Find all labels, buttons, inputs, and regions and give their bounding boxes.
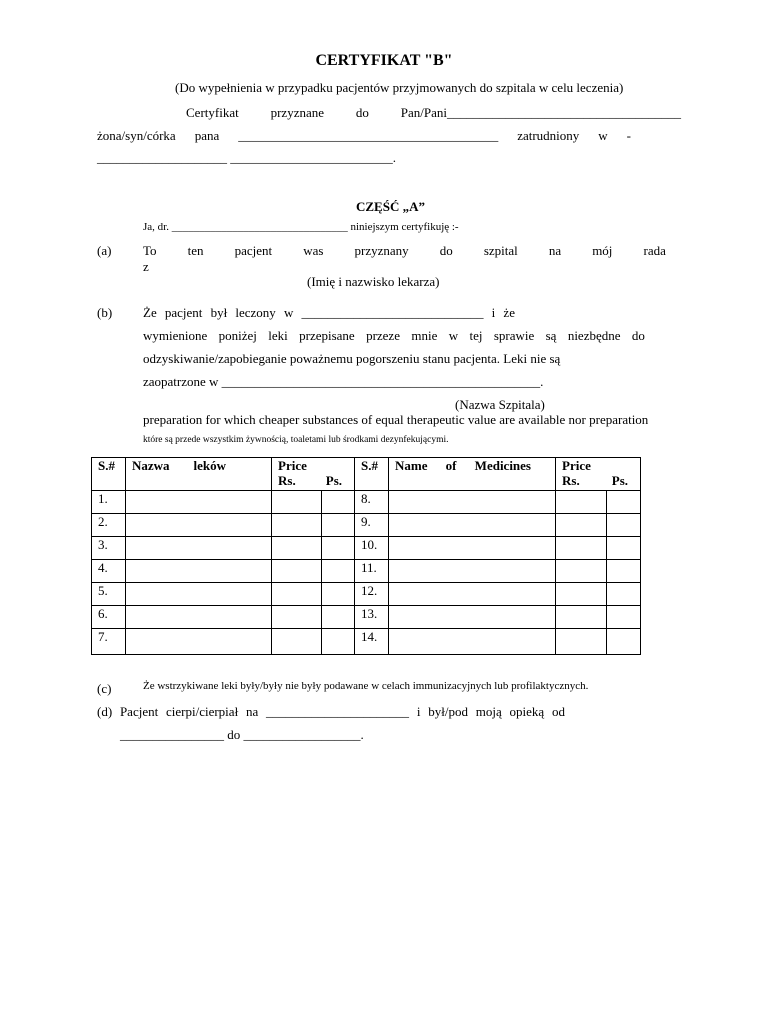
medicine-name-cell	[389, 629, 556, 655]
price-ps-cell	[607, 537, 641, 560]
word: w	[448, 328, 459, 343]
row-number: 10.	[355, 537, 389, 560]
word: Certyfikat	[186, 105, 239, 120]
item-b-line-2	[143, 328, 645, 344]
row-number: 8.	[355, 491, 389, 514]
price-ps-cell	[322, 629, 355, 655]
medicine-name-cell	[126, 514, 272, 537]
price-ps-cell	[322, 606, 355, 629]
intro-line-2	[97, 128, 631, 144]
word: że	[503, 305, 515, 320]
medicine-name-cell	[389, 514, 556, 537]
medicine-name-cell	[389, 560, 556, 583]
price-rs-cell	[272, 514, 322, 537]
row-number: 1.	[92, 491, 126, 514]
item-b-line-1	[143, 305, 515, 321]
medicine-name-cell	[126, 491, 272, 514]
table-row	[92, 514, 641, 537]
word: w	[598, 128, 608, 143]
item-d-line-1	[97, 704, 565, 720]
word: i	[416, 704, 421, 719]
ps-label: Ps.	[325, 473, 343, 488]
price-rs-cell	[556, 629, 607, 655]
header-word: Name	[395, 458, 428, 473]
price-rs-cell	[272, 606, 322, 629]
doctor-name-caption: (Imię i nazwisko lekarza)	[307, 274, 440, 289]
price-ps-cell	[322, 514, 355, 537]
price-ps-cell	[607, 514, 641, 537]
word: przyznany	[354, 243, 409, 258]
word: pana	[194, 128, 220, 143]
illness-field: ______________________	[266, 704, 410, 719]
column-header-name	[126, 458, 272, 491]
column-header-price	[272, 458, 355, 491]
word: w	[283, 305, 294, 320]
word: moją	[475, 704, 502, 719]
word: na	[548, 243, 562, 258]
table-header-row	[92, 458, 641, 491]
word: rada	[643, 243, 666, 258]
row-number: 7.	[92, 629, 126, 655]
price-ps-cell	[322, 491, 355, 514]
item-b-line-5: preparation for which cheaper substances of equal therapeutic value are available nor preparation	[143, 412, 649, 427]
price-rs-cell	[556, 583, 607, 606]
row-number: 11.	[355, 560, 389, 583]
rs-label: Rs.	[278, 473, 296, 488]
row-number: 9.	[355, 514, 389, 537]
word: leki	[268, 328, 288, 343]
medicine-name-cell	[126, 583, 272, 606]
part-a-heading: CZĘŚĆ „A”	[356, 199, 425, 214]
row-number: 14.	[355, 629, 389, 655]
price-rs-cell	[272, 560, 322, 583]
price-rs-cell	[272, 583, 322, 606]
price-rs-cell	[556, 606, 607, 629]
word: opieką	[509, 704, 545, 719]
column-header-price	[556, 458, 641, 491]
header-word: of	[445, 458, 457, 473]
word: ten	[187, 243, 204, 258]
word: do	[439, 243, 453, 258]
header-word: leków	[193, 458, 226, 473]
word: pacjent	[164, 305, 203, 320]
word: był/pod	[428, 704, 468, 719]
price-ps-cell	[322, 537, 355, 560]
word: i	[491, 305, 496, 320]
row-number: 5.	[92, 583, 126, 606]
medicine-name-cell	[126, 606, 272, 629]
price-rs-cell	[556, 537, 607, 560]
row-number: 6.	[92, 606, 126, 629]
item-d-marker: (d)	[97, 704, 113, 719]
word: mnie	[411, 328, 438, 343]
header-word: Medicines	[474, 458, 531, 473]
word: był	[210, 305, 228, 320]
column-header-name	[389, 458, 556, 491]
price-rs-cell	[556, 560, 607, 583]
table-row	[92, 560, 641, 583]
price-ps-cell	[607, 583, 641, 606]
column-header-sno: S.#	[92, 458, 126, 491]
document-subtitle: (Do wypełnienia w przypadku pacjentów przyjmowanych do szpitala w celu leczenia)	[175, 80, 624, 95]
word: przepisane	[299, 328, 355, 343]
word: was	[303, 243, 324, 258]
table-row	[92, 491, 641, 514]
medicine-name-cell	[389, 537, 556, 560]
price-ps-cell	[322, 560, 355, 583]
item-b-line-3: odzyskiwanie/zapobieganie poważnemu pogorszeniu stanu pacjenta. Leki nie są	[143, 351, 561, 366]
row-number: 3.	[92, 537, 126, 560]
ps-label: Ps.	[611, 473, 629, 488]
price-rs-cell	[272, 491, 322, 514]
husband-name-field: ________________________________________	[238, 128, 499, 143]
word: przeze	[366, 328, 400, 343]
row-number: 2.	[92, 514, 126, 537]
doctor-statement: Ja, dr. ________________________________ niniejszym certyfikuję :-	[143, 221, 459, 233]
price-rs-cell	[272, 537, 322, 560]
medicine-name-cell	[389, 606, 556, 629]
price-rs-cell	[556, 491, 607, 514]
price-ps-cell	[607, 560, 641, 583]
table-row	[92, 583, 641, 606]
column-header-sno: S.#	[355, 458, 389, 491]
row-number: 4.	[92, 560, 126, 583]
medicine-name-cell	[126, 629, 272, 655]
table-row	[92, 629, 641, 655]
word: są	[545, 328, 557, 343]
table-row	[92, 537, 641, 560]
word: niezbędne	[567, 328, 621, 343]
row-number: 13.	[355, 606, 389, 629]
item-c-marker: (c)	[97, 681, 112, 696]
word: przyznane	[270, 105, 325, 120]
condition-field: ____________________________	[301, 305, 484, 320]
table-row	[92, 606, 641, 629]
item-a-line	[143, 243, 666, 259]
price-ps-cell	[607, 629, 641, 655]
medicine-name-cell	[126, 560, 272, 583]
word: -	[626, 128, 631, 143]
word: Że	[143, 305, 157, 320]
item-b-line-4: zaopatrzone w _________________________________________________.	[143, 374, 544, 389]
word: Pacjent	[119, 704, 159, 719]
hospital-name-caption: (Nazwa Szpitala)	[455, 397, 545, 412]
item-b-line-6: które są przede wszystkim żywnością, toaletami lub środkami dezynfekującymi.	[143, 435, 449, 445]
medicines-table	[91, 457, 641, 655]
word: wymienione	[143, 328, 208, 343]
care-dates-fields: ________________ do __________________.	[120, 727, 364, 742]
medicine-name-cell	[126, 537, 272, 560]
pan-pani-field: Pan/Pani____________________________________	[400, 105, 681, 120]
word: To	[143, 243, 157, 258]
word: szpital	[483, 243, 518, 258]
word: sprawie	[493, 328, 535, 343]
word: poniżej	[218, 328, 257, 343]
row-number: 12.	[355, 583, 389, 606]
rs-label: Rs.	[562, 473, 580, 488]
word: pacjent	[234, 243, 273, 258]
word: do	[631, 328, 645, 343]
price-ps-cell	[322, 583, 355, 606]
word: zatrudniony	[517, 128, 580, 143]
word: do	[355, 105, 369, 120]
item-a-marker: (a)	[97, 243, 112, 258]
medicine-name-cell	[389, 491, 556, 514]
item-b-marker: (b)	[97, 305, 113, 320]
word: na	[245, 704, 259, 719]
word: tej	[469, 328, 483, 343]
word: mój	[592, 243, 613, 258]
price-ps-cell	[607, 491, 641, 514]
document-title: CERTYFIKAT "B"	[315, 52, 453, 69]
price-rs-cell	[272, 629, 322, 655]
price-label: Price	[562, 458, 591, 473]
item-c-text: Że wstrzykiwane leki były/były nie były podawane w celach immunizacyjnych lub profilaktycznych.	[143, 680, 589, 692]
word: od	[551, 704, 565, 719]
price-ps-cell	[607, 606, 641, 629]
employer-fields: ____________________ _________________________.	[97, 150, 396, 165]
intro-line-1	[186, 105, 681, 121]
price-rs-cell	[556, 514, 607, 537]
word: żona/syn/córka	[97, 128, 176, 143]
price-label: Price	[278, 458, 307, 473]
medicine-name-cell	[389, 583, 556, 606]
header-word: Nazwa	[132, 458, 170, 473]
word: cierpi/cierpiał	[166, 704, 239, 719]
item-a-continuation: z	[143, 259, 149, 274]
word: leczony	[235, 305, 276, 320]
